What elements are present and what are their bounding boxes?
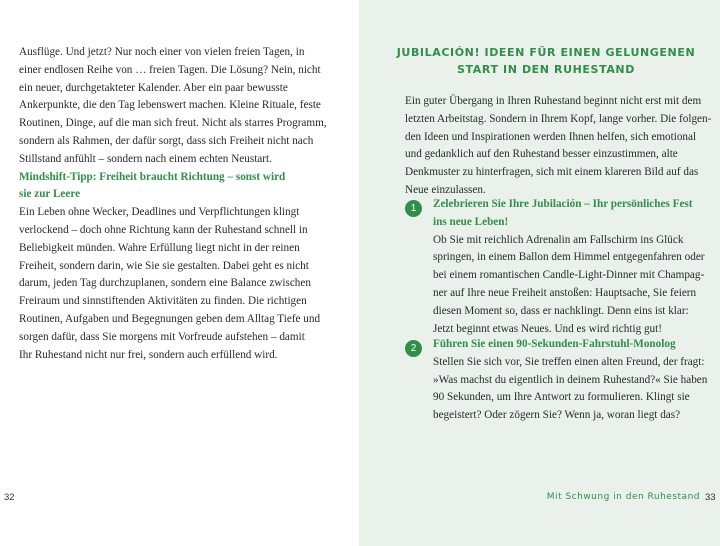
idea-heading: Zelebrieren Sie Ihre Jubilación – Ihr persönliches Fest ins neue Leben! [433, 198, 693, 228]
idea-item-content [433, 336, 708, 425]
number-badge: 2 [405, 340, 422, 357]
section-title-line: START IN DEN RUHESTAND [457, 63, 635, 76]
paragraph-continuation: Ausflüge. Und jetzt? Nur noch einer von vielen freien Tagen, in einer endlosen Reihe von … freien Tagen. Die Lösung? Nein, nicht ein neuer, durchgetakteter Kalender. Aber ein paar bewusste Ankerpunkte, die den Tag lebenswert machen. Kleine Rituale, feste Routinen, Dinge, auf die man sich freut. Nicht als starres Programm, sondern als Rahmen, der dafür sorgt, dass sich Freiheit nicht nach Stillstand anfühlt – sondern nach einem echten Neustart. [19, 46, 327, 165]
intro-paragraph: Ein guter Übergang in Ihren Ruhestand beginnt nicht erst mit dem letzten Arbeitstag. Sondern in Ihrem Kopf, lange vorher. Die folgen- den Ideen und Inspirationen werden Ihnen helfen, sich emotional und gedanklich auf den Ruhestand besser einzustimmen, alte Denkmuster zu hinterfragen, sich mit einem klareren Bild auf das Neue einzulassen. [405, 95, 712, 196]
idea-text: Stellen Sie sich vor, Sie treffen einen alten Freund, der fragt: »Was machst du eigentlich in deinem Ruhestand?« Sie haben 90 Sekunden, um Ihre Antwort zu formulieren. Klingt sie begeistert? Oder zögern Sie? Wenn ja, woran liegt das? [433, 355, 708, 422]
running-footer: Mit Schwung in den Ruhestand [546, 492, 700, 502]
idea-heading: Führen Sie einen 90-Sekunden-Fahrstuhl-Monolog [433, 338, 676, 350]
number-badge: 1 [405, 200, 422, 217]
mindshift-tip-paragraph: Ein Leben ohne Wecker, Deadlines und Verpflichtungen klingt verlockend – doch ohne Richtung kann der Ruhestand schnell in Beliebigkeit münden. Wahre Erfüllung liegt nicht in der reinen Freiheit, sondern darin, wie Sie sie gestalten. Dabei geht es nicht darum, jeden Tag durchzuplanen, sondern eine Balance zwischen Freiraum und sinnstiftenden Aktivitäten zu finden. Die richtigen Routinen, Aufgaben und Begegnungen geben dem Alltag Tiefe und sorgen dafür, dass Sie morgens mit Vorfreude aufstehen – damit Ihr Ruhestand nicht nur frei, sondern auch erfüllend wird. [19, 206, 321, 361]
section-title-line: JUBILACIÓN! IDEEN FÜR EINEN GELUNGENEN [396, 46, 696, 59]
idea-item-content [433, 196, 705, 338]
section-title [382, 44, 710, 78]
left-page-text [19, 44, 341, 364]
page-number-right: 33 [705, 492, 716, 503]
mindshift-tip-heading: Mindshift-Tipp: Freiheit braucht Richtung – sonst wird sie zur Leere [19, 170, 286, 201]
idea-text: Ob Sie mit reichlich Adrenalin am Fallschirm ins Glück springen, in einem Ballon dem Himmel entgegenfahren oder bei einem romantischen Candle-Light-Dinner mit Champag- ner auf Ihre neue Freiheit anstoßen: Hauptsache, Sie feiern diesen Moment so, dass er nachklingt. Denn eins ist klar: Jetzt beginnt etwas Neues. Und es wird richtig gut! [433, 233, 705, 335]
page-number-left: 32 [4, 492, 15, 503]
